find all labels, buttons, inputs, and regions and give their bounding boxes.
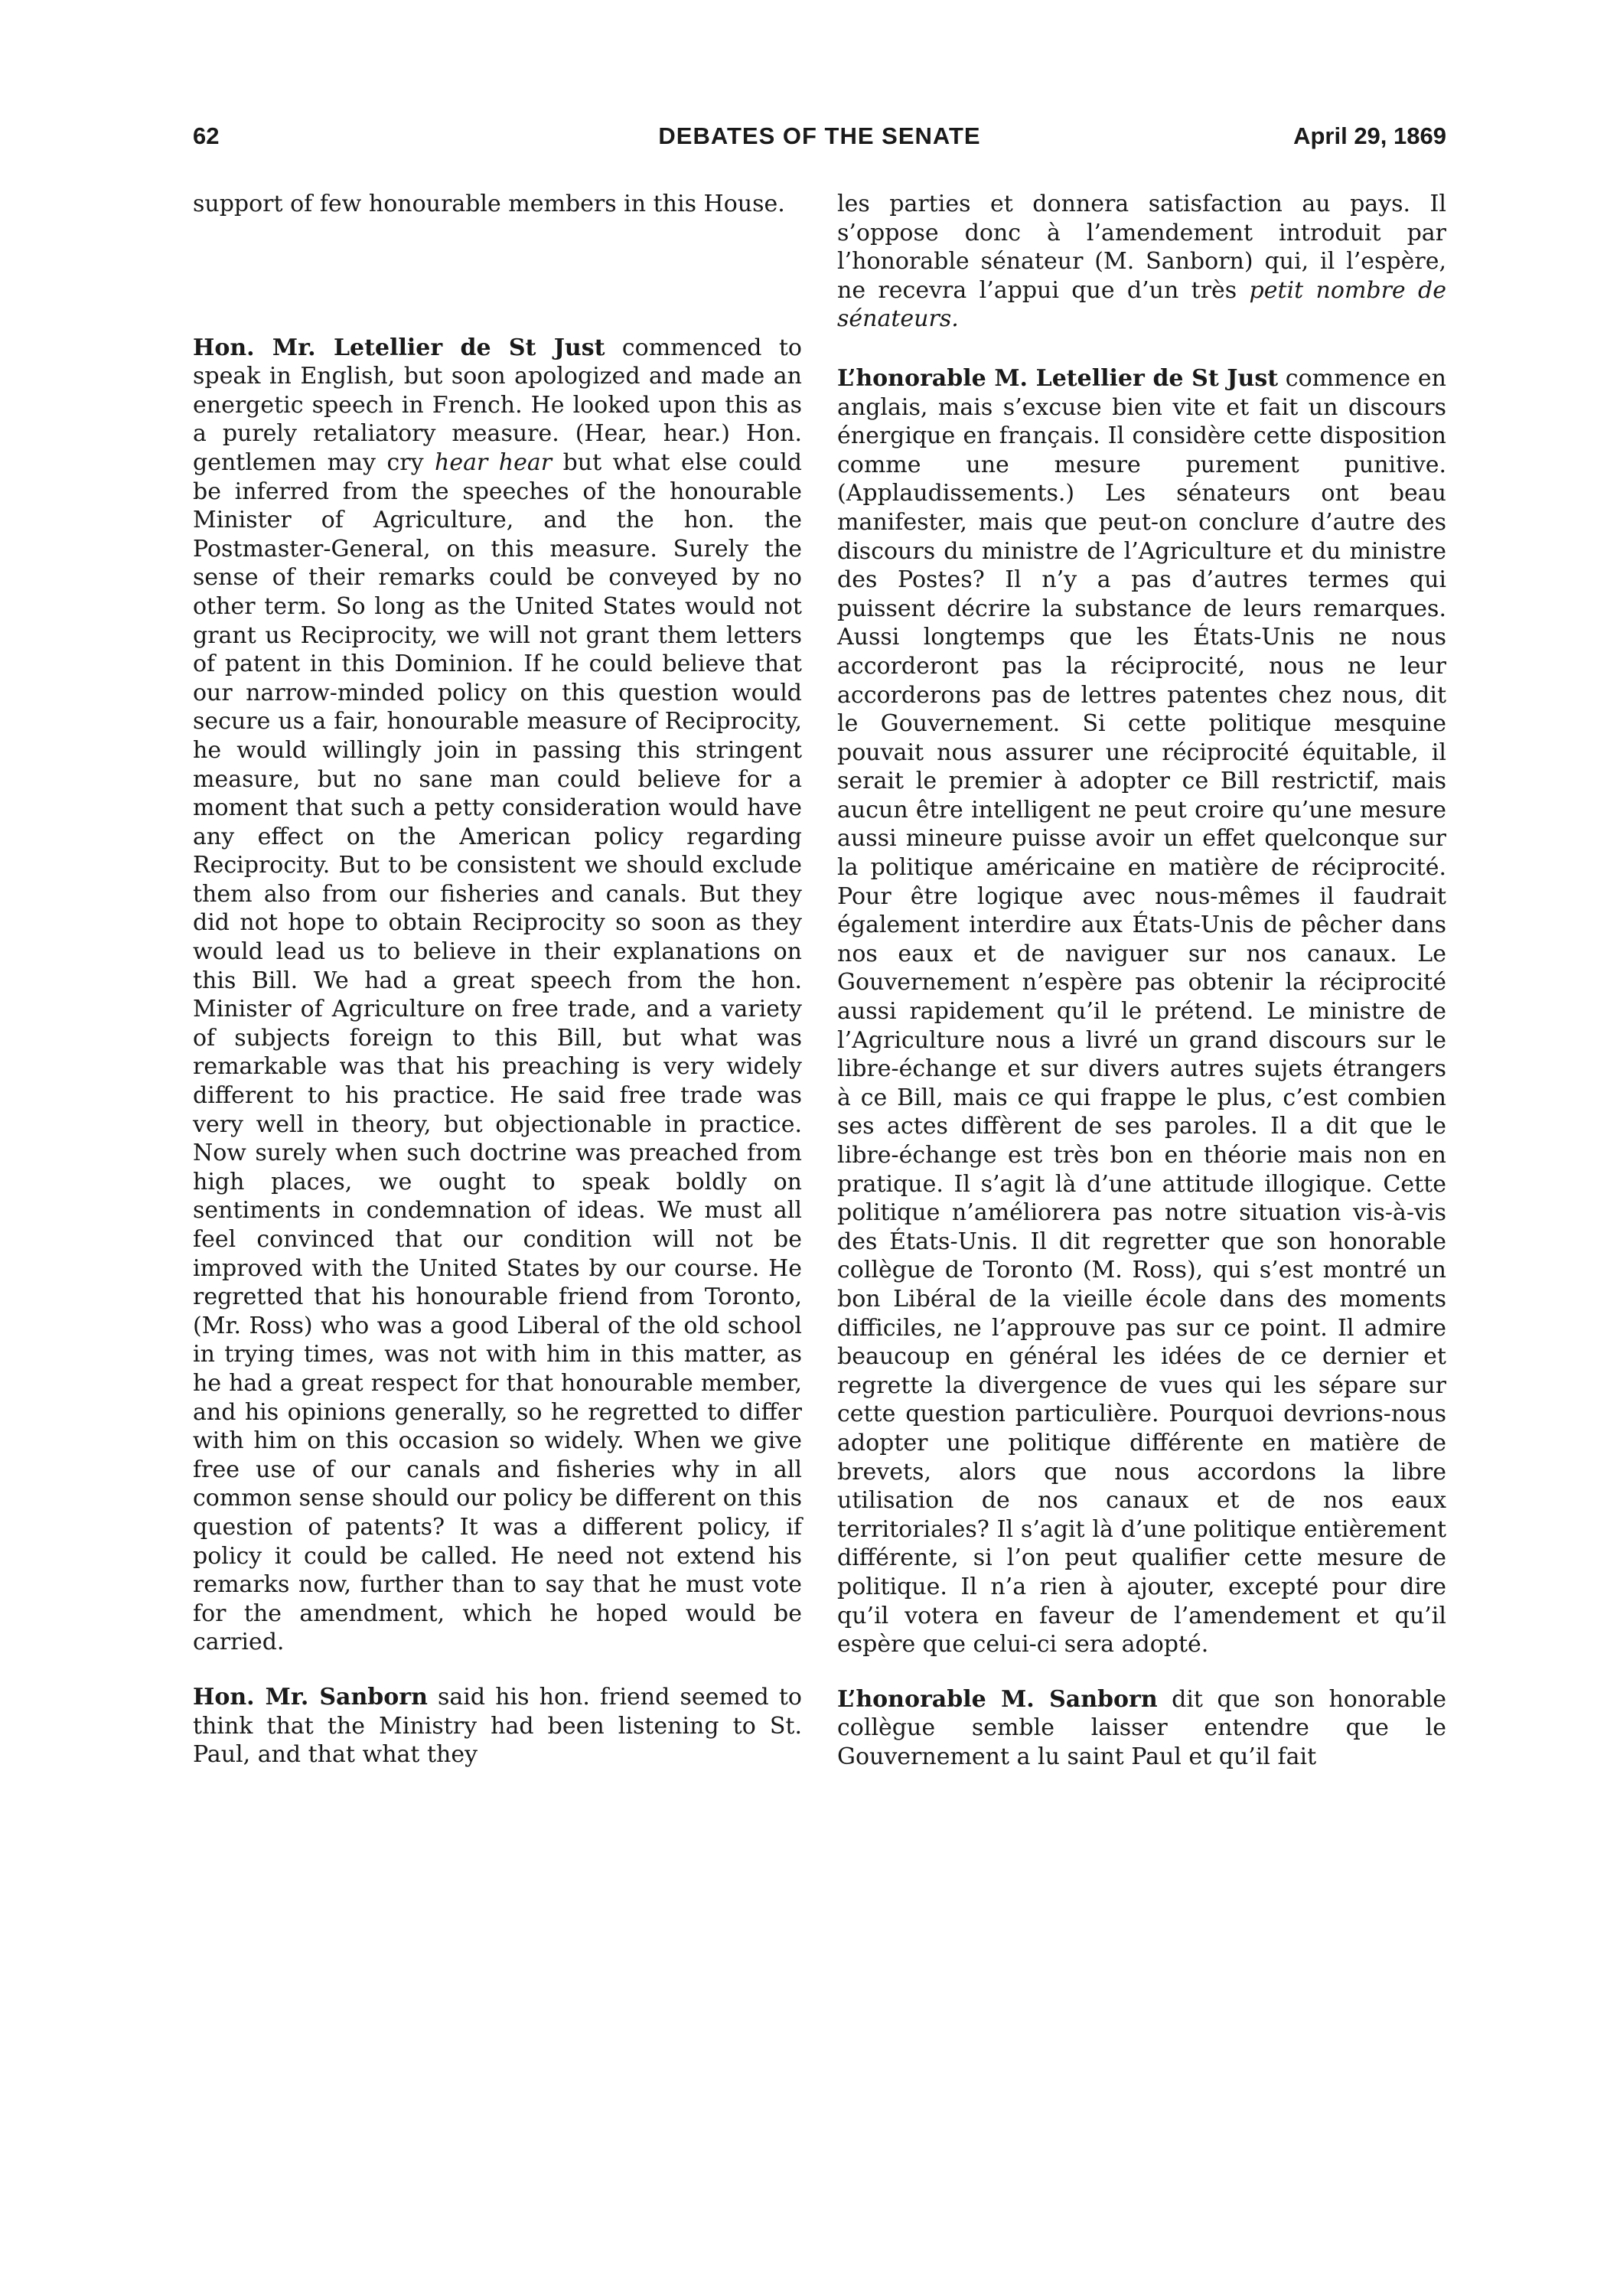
french-column — [837, 190, 1446, 1771]
speaker-name: L’honorable M. Sanborn — [837, 1685, 1158, 1713]
speech-text: les parties et donnera satisfaction au pays. Il s’oppose donc à l’amendement introduit par l’honorable sénateur (M. Sanborn) qui, il l’espère, ne recevra l’appui que d’un très — [837, 191, 1446, 304]
english-paragraph-letellier — [193, 334, 802, 1657]
french-paragraph-1 — [837, 190, 1446, 334]
page-header — [193, 122, 1446, 156]
speech-text: commence en anglais, mais s’excuse bien vite et fait un discours énergique en français. Il considère cette disposition comme une mesure purement punitive. (Applaudissements.) Les sénateurs ont beau manifester, mais que peut-on conclure d’autre des discours du ministre de l’Agriculture et du ministre des Postes? Il n’y a pas d’autres termes qui puissent décrire la substance de leurs remarques. Aussi longtemps que les États-Unis ne nous accorderont pas la réciprocité, nous ne leur accorderons pas de lettres patentes chez nous, dit le Gouvernement. Si cette politique mesquine pouvait nous assurer une réciprocité équitable, il serait le premier à adopter ce Bill restrictif, mais aucun être intelligent ne peut croire qu’une mesure aussi mineure puisse avoir un effet quelconque sur la politique américaine en matière de réciprocité. Pour être logique avec nous-mêmes il faudrait également interdire aux États-Unis de pêcher dans nos eaux et de naviguer sur nos canaux. Le Gouvernement n’espère pas obtenir la réciprocité aussi rapidement qu’il le prétend. Le ministre de l’Agriculture nous a livré un grand discours sur le libre-échange et sur divers autres sujets étrangers à ce Bill, mais ce qui frappe le plus, c’est combien ses actes diffèrent de ses paroles. Il a dit que le libre-échange est très bon en théorie mais non en pratique. Il s’agit là d’une attitude illogique. Cette politique n’améliorera pas notre situation vis-à-vis des États-Unis. Il dit regretter que son honorable collègue de Toronto (M. Ross), qui s’est montré un bon Libéral de la vieille école dans des moments difficiles, ne l’approuve pas sur ce point. Il admire beaucoup en général les idées de ce dernier et regrette la divergence de vues qui les sépare sur cette question particulière. Pourquoi devrions-nous adopter une politique différente en matière de brevets, alors que nous accordons la libre utilisation de nos canaux et de nos eaux territoriales? Il s’agit là d’une politique entièrement différente, si l’on peut qualifier cette mesure de politique. Il n’a rien à ajouter, excepté pour dire qu’il votera en faveur de l’amendement et qu’il espère que celui-ci sera adopté. — [837, 364, 1446, 1658]
english-paragraph-1: support of few honourable members in this House. — [193, 191, 785, 217]
english-column — [193, 190, 802, 1769]
speech-text: said his hon. friend seemed to think that the Ministry had been listening to St. Paul, and that what they — [193, 1683, 802, 1769]
speech-text: but what else could be inferred from the speeches of the honourable Minister of Agriculture, and the hon. the Postmaster-General, on this measure. Surely the sense of their remarks could be conveyed by no other term. So long as the United States would not grant us Reciprocity, we will not grant them letters of patent in this Dominion. If he could believe that our narrow-minded policy on this question would secure us a fair, honourable measure of Reciprocity, he would willingly join in passing this stringent measure, but no sane man could believe for a moment that such a petty consideration would have any effect on the American policy regarding Reciprocity. But to be consistent we should exclude them also from our fisheries and canals. But they did not hope to obtain Reciprocity so soon as they would lead us to believe in their explanations on this Bill. We had a great speech from the hon. Minister of Agriculture on free trade, and a variety of subjects foreign to this Bill, but what was remarkable was that his preaching is very widely different to his practice. He said free trade was very well in theory, but objectionable in practice. Now surely when such doctrine was preached from high places, we ought to speak boldly on sentiments in condemnation of ideas. We must all feel convinced that our condition will not be improved with the United States by our course. He regretted that his honourable friend from Toronto, (Mr. Ross) who was a good Liberal of the old school in trying times, was not with him in this matter, as he had a great respect for that honourable member, and his opinions generally, so he regretted to differ with him on this occasion so widely. When we give free use of our canals and fisheries why in all common sense should our policy be different on this question of patents? It was a different policy, if policy it could be called. He need not extend his remarks now, further than to say that he must vote for the amendment, which he hoped would be carried. — [193, 448, 803, 1656]
running-title: DEBATES OF THE SENATE — [658, 122, 981, 149]
speech-text: commenced to speak in English, but soon apologized and made an energetic speech in French. He looked upon this as a purely retaliatory measure. (Hear, hear.) Hon. gentlemen may cry — [193, 334, 802, 476]
speaker-name: Hon. Mr. Sanborn — [193, 1683, 428, 1711]
speech-emphasis: petit nombre de sénateurs. — [837, 276, 1446, 333]
french-paragraph-sanborn — [837, 1685, 1446, 1772]
english-paragraph-sanborn — [193, 1683, 802, 1769]
french-paragraph-letellier — [837, 364, 1446, 1659]
speaker-name: Hon. Mr. Letellier de St Just — [193, 334, 605, 361]
speaker-name: L’honorable M. Letellier de St Just — [837, 364, 1279, 392]
page-number: 62 — [193, 122, 220, 149]
header-date: April 29, 1869 — [1293, 122, 1446, 149]
speech-emphasis: hear hear — [435, 448, 553, 476]
speech-text: dit que son honorable collègue semble laisser entendre que le Gouvernement a lu saint Paul et qu’il fait — [837, 1685, 1446, 1770]
